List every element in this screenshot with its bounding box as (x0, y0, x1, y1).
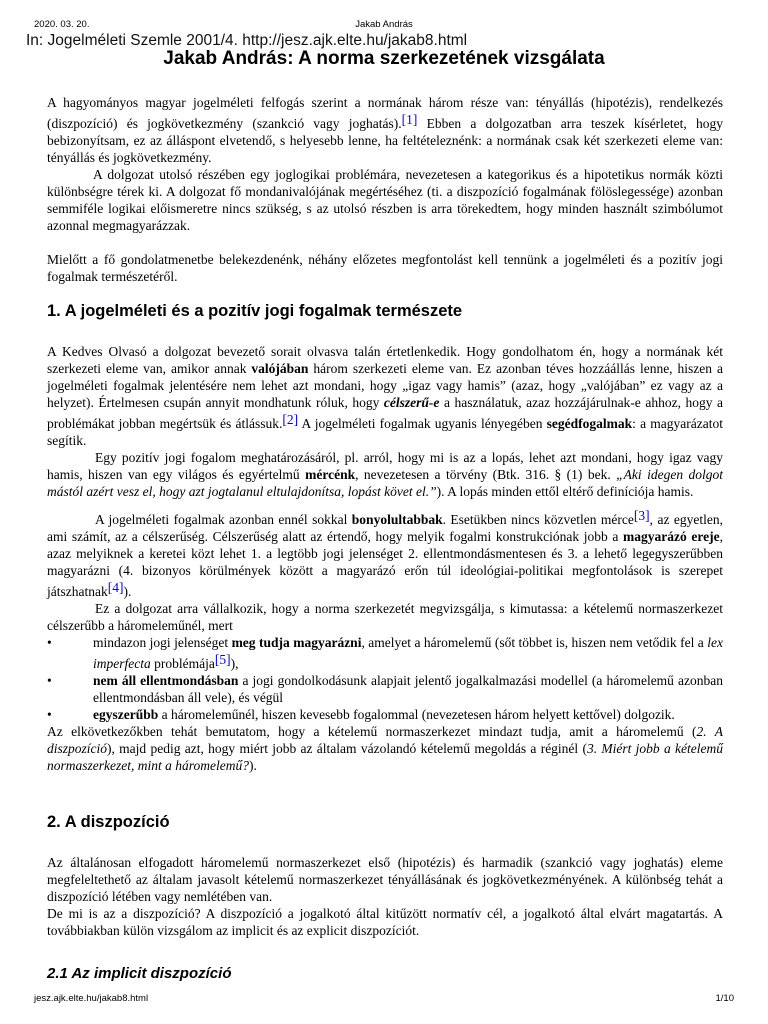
bullet-icon: • (47, 673, 52, 688)
section-1-paragraph-1: A Kedves Olvasó a dolgozat bevezető sorait olvasva talán értetlenkedik. Hogy gondolhatom én, hogy a normának két szerkezeti eleme van, amikor annak valójában három szerkezeti eleme van. Ez azonban téves hozzáállás lenne, hiszen a jogelméleti fogalmak jelentésére nem lehet azt mondani, hogy „igaz vagy hamis” (azaz, hogy „valójában” ez vagy az a helyzet). Értelmesen csupán annyit mondhatunk róluk, hogy célszerű-e a használatuk, azaz hozzájárulnak-e ahhoz, hogy a problémákat jobban megértsük és átlássuk.[2] A jogelméleti fogalmak ugyanis lényegében segédfogalmak: a magyarázatot segítik. (47, 344, 724, 448)
section-2-heading: 2. A diszpozíció (47, 813, 170, 831)
section-2-paragraph-1: Az általánosan elfogadott háromelemű normaszerkezet első (hipotézis) és harmadik (szankció vagy joghatás) eleme megfeleltethető az általam javasolt kételemű normaszerkezet tényállásának és jogkövetkezményének. A különbség tehát a diszpozíció létében vagy nemlétében van. (47, 855, 723, 904)
print-header (0, 19, 768, 31)
footer-url: jesz.ajk.elte.hu/jakab8.html (34, 993, 149, 1004)
page-number: 1/10 (715, 993, 734, 1004)
footnote-link-2[interactable]: [2] (282, 412, 299, 427)
section-1-paragraph-5: Az elkövetkezőkben tehát bemutatom, hogy a kételemű normaszerkezet mindazt tudja, amit a háromelemű (2. A diszpozíció), majd pedig azt, hogy miért jobb az általam vázolandó kételemű megoldás a réginél (3. Miért jobb a kételemű normaszerkezet, mint a háromelemű?). (47, 724, 723, 773)
intro-paragraph-3: Mielőtt a fő gondolatmenetbe belekezdenénk, néhány előzetes megfontolást kell tennünk a jogelméleti és a pozitív jogi fogalmak természetéről. (47, 252, 723, 284)
print-footer (0, 993, 768, 1005)
section-2-paragraph-2: De mi is az a diszpozíció? A diszpozíció a jogalkotó által kitűzött normatív cél, a jogalkotó által elvárt magatartás. A továbbiakban külön vizsgálom az implicit és az explicit diszpozíciót. (47, 906, 723, 938)
section-1-heading: 1. A jogelméleti és a pozitív jogi fogalmak természete (47, 302, 463, 320)
article-body (47, 94, 723, 983)
advantages-list (47, 634, 723, 723)
list-item: • egyszerűbb a háromeleműnél, hiszen kevesebb fogalommal (nevezetesen három helyett kettővel) dolgozik. (47, 707, 675, 722)
list-item: • nem áll ellentmondásban a jogi gondolkodásunk alapjait jelentő jogalkalmazási modellel (a háromelemű azonban ellentmondásban áll vele), és végül (47, 673, 723, 705)
intro-paragraph-1: A hagyományos magyar jogelméleti felfogás szerint a normának három része van: tényállás (hipotézis), rendelkezés (diszpozíció) és jogkövetkezmény (szankció vagy joghatás).[1] Ebben a dolgozatban arra teszek kísérletet, hogy bebizonyítsam, ez az álláspont elvetendő, s helyesebb lenne, ha feltételeznénk: a normának csak két szerkezeti eleme van: tényállás és jogkövetkezmény. (47, 95, 723, 165)
page-title: Jakab András: A norma szerkezetének vizsgálata (163, 48, 605, 69)
footnote-link-1[interactable]: [1] (401, 112, 418, 127)
print-author: Jakab András (355, 19, 413, 30)
bullet-icon: • (47, 635, 52, 650)
footnote-link-4[interactable]: [4] (107, 580, 124, 595)
list-item: • mindazon jogi jelenséget meg tudja magyarázni, amelyet a háromelemű (sőt többet is, hiszen nem vetődik fel a lex imperfecta problémája[5]), (47, 635, 723, 671)
print-date: 2020. 03. 20. (34, 19, 90, 30)
footnote-link-5[interactable]: [5] (214, 652, 231, 667)
section-1-paragraph-4: Ez a dolgozat arra vállalkozik, hogy a norma szerkezetét megvizsgálja, s kimutassa: a kételemű normaszerkezet célszerűbb a háromeleműnél, mert (47, 601, 723, 633)
subsection-2-1-heading: 2.1 Az implicit diszpozíció (47, 965, 232, 982)
section-1-paragraph-3: A jogelméleti fogalmak azonban ennél sokkal bonyolultabbak. Esetükben nincs közvetlen mérce[3], az egyetlen, ami számít, az a célszerűség. Célszerűség alatt az értendő, hogy melyik fogalmi konstrukciónak jobb a magyarázó ereje, azaz melyiknek a keretei közt lehet 1. a legtöbb jogi jelenséget 2. ellentmondásmentesen és 3. a lehető legegyszerűbben magyarázni (4. bizonyos körülmények között a magyarázó erőn túl ideológiai-politikai megfontolások is szerepet játszhatnak[4]). (47, 508, 723, 599)
source-citation: In: Jogelméleti Szemle 2001/4. http://jesz.ajk.elte.hu/jakab8.html (26, 32, 468, 49)
intro-paragraph-2: A dolgozat utolsó részében egy joglogikai problémára, nevezetesen a kategorikus és a hipotetikus normák közti különbségre térek ki. A dolgozat fő mondanivalójának megértéséhez (ti. a diszpozíció fogalmának fölöslegessége) azonban semmiféle logikai előismeretre nincs szükség, s az utolsó részben is arra törekedtem, hogy minden használt szimbólumot azonnal megmagyarázzak. (47, 167, 723, 233)
section-1-paragraph-2: Egy pozitív jogi fogalom meghatározásáról, pl. arról, hogy mi is az a lopás, lehet azt mondani, hogy igaz vagy hamis, hiszen van egy világos és egyértelmű mércénk, nevezetesen a törvény (Btk. 316. § (1) bek. „Aki idegen dolgot mástól azért vesz el, hogy azt jogtalanul eltulajdonítsa, lopást követ el.”). A lopás minden ettől eltérő definíciója hamis. (47, 450, 724, 499)
footnote-link-3[interactable]: [3] (633, 508, 650, 523)
bullet-icon: • (47, 707, 52, 722)
